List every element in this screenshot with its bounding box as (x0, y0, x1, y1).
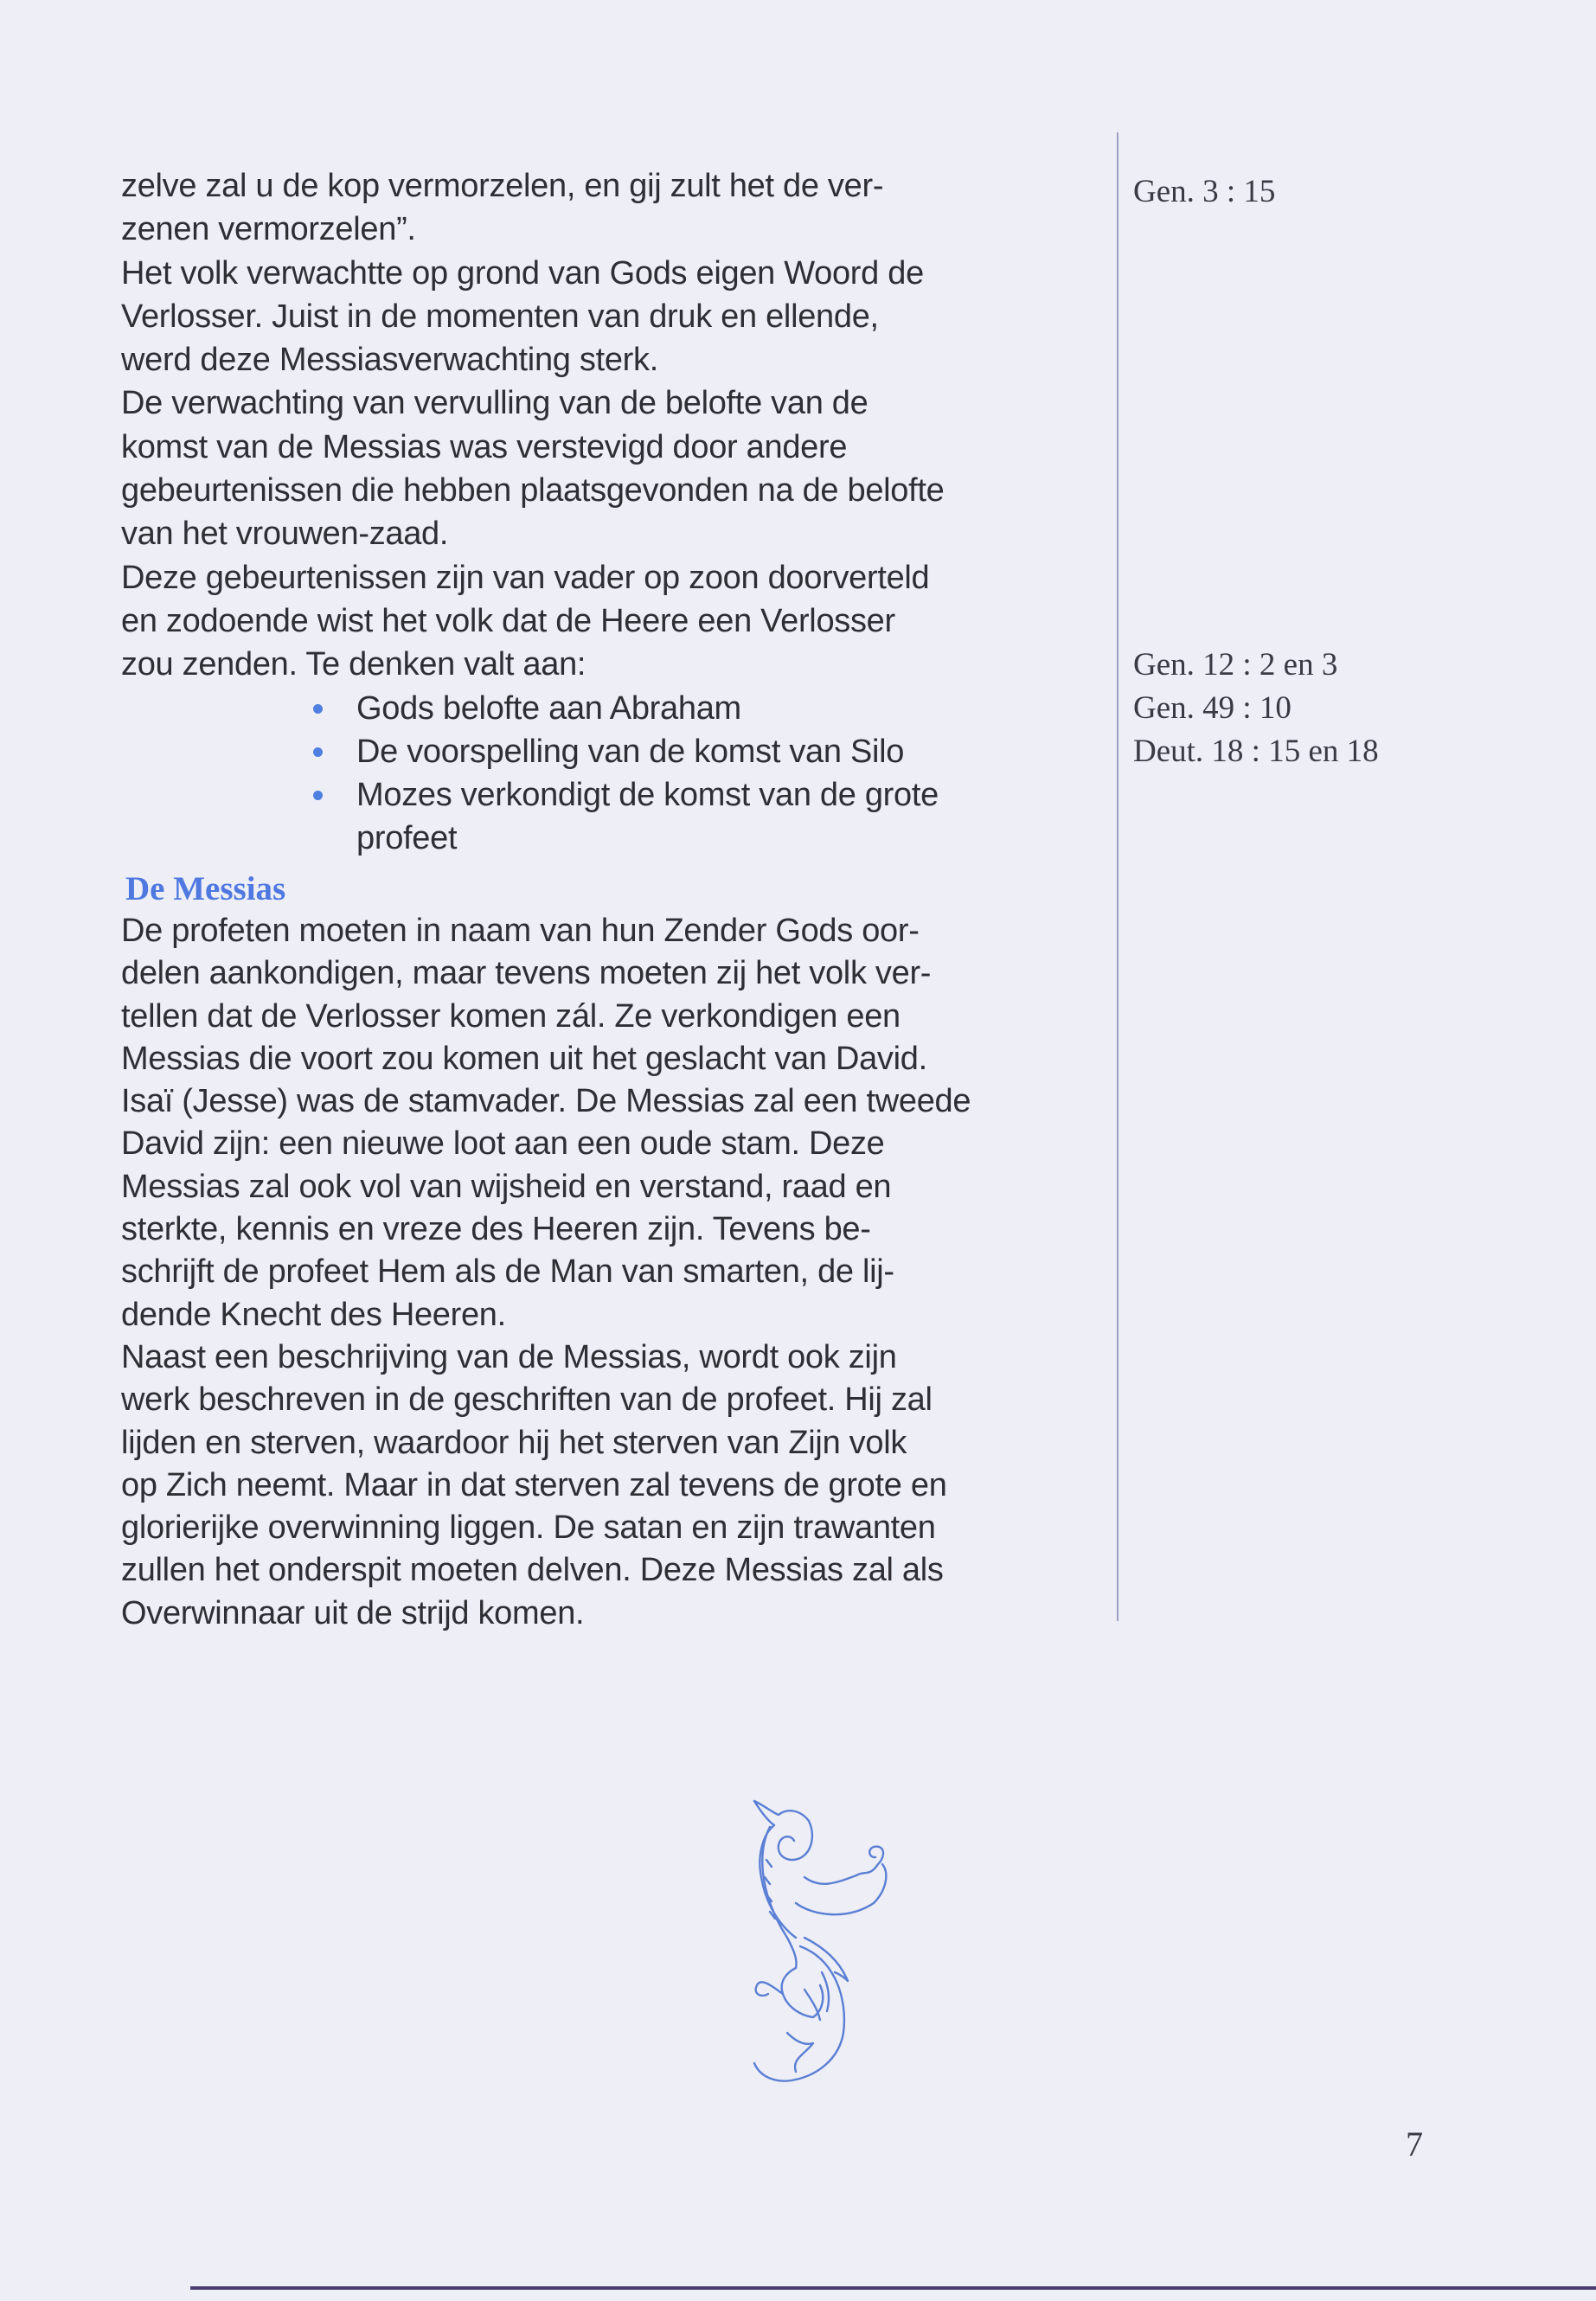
text-line: schrijft de profeet Hem als de Man van smarten, de lij- (121, 1253, 894, 1291)
text-line: Deze gebeurtenissen zijn van vader op zoon doorverteld (121, 559, 930, 596)
text-line: komst van de Messias was verstevigd door andere (121, 428, 848, 465)
bullet-item (121, 687, 1107, 730)
text-line: gebeurtenissen die hebben plaatsgevonden na de belofte (121, 472, 945, 510)
bullet-item (121, 773, 1107, 817)
text-line: lijden en sterven, waardoor hij het sterven van Zijn volk (121, 1424, 907, 1461)
text-line: zullen het onderspit moeten delven. Deze Messias zal als (121, 1552, 944, 1589)
margin-reference: Deut. 18 : 15 en 18 (1133, 734, 1379, 769)
text-line: Naast een beschrijving van de Messias, wordt ook zijn (121, 1338, 897, 1375)
text-line: dende Knecht des Heeren. (121, 1296, 506, 1333)
text-line: zou zenden. Te denken valt aan: (121, 646, 586, 683)
text-line: De profeten moeten in naam van hun Zender Gods oor- (121, 913, 920, 949)
bullet-text: De voorspelling van de komst van Silo (356, 733, 905, 770)
bullet-text: profeet (356, 820, 458, 857)
text-line: sterkte, kennis en vreze des Heeren zijn. Tevens be- (121, 1211, 871, 1248)
section-intro-text (121, 164, 1107, 861)
section-heading: De Messias (125, 870, 286, 907)
text-line: Isaï (Jesse) was de stamvader. De Messias zal een tweede (121, 1083, 971, 1120)
text-line: delen aankondigen, maar tevens moeten zij het volk ver- (121, 955, 932, 992)
text-line: werd deze Messiasverwachting sterk. (121, 342, 658, 379)
margin-divider (1117, 132, 1118, 1621)
text-line: Messias zal ook vol van wijsheid en verstand, raad en (121, 1168, 892, 1205)
text-line: Verlosser. Juist in de momenten van druk en ellende, (121, 298, 879, 335)
margin-reference: Gen. 49 : 10 (1133, 690, 1292, 726)
text-line: Messias die voort zou komen uit het geslacht van David. (121, 1040, 927, 1077)
margin-reference: Gen. 12 : 2 en 3 (1133, 647, 1338, 683)
bullet-dot-icon (313, 704, 323, 714)
text-line: zelve zal u de kop vermorzelen, en gij zult het de ver- (121, 168, 884, 204)
margin-reference: Gen. 3 : 15 (1133, 174, 1276, 209)
bullet-item (121, 730, 1107, 773)
text-line: David zijn: een nieuwe loot aan een oude stam. Deze (121, 1125, 885, 1163)
bullet-dot-icon (313, 791, 323, 800)
text-line: glorierijke overwinning liggen. De satan en zijn trawanten (121, 1509, 936, 1547)
text-line: werk beschreven in de geschriften van de profeet. Hij zal (121, 1381, 933, 1419)
text-line: Overwinnaar uit de strijd komen. (121, 1594, 585, 1631)
bullet-item-continuation (121, 817, 1107, 860)
text-line: tellen dat de Verlosser komen zál. Ze verkondigen een (121, 997, 901, 1035)
bullet-text: Mozes verkondigt de komst van de grote (356, 777, 939, 814)
text-line: De verwachting van vervulling van de belofte van de (121, 385, 869, 422)
page-number: 7 (1406, 2125, 1423, 2163)
bullet-text: Gods belofte aan Abraham (356, 689, 741, 727)
bullet-dot-icon (313, 747, 323, 757)
text-line: op Zich neemt. Maar in dat sterven zal tevens de grote en (121, 1466, 947, 1503)
page-bottom-rule (190, 2286, 1596, 2290)
section-messias-text (121, 910, 1107, 1635)
text-line: Het volk verwachtte op grond van Gods eigen Woord de (121, 254, 924, 292)
text-line: van het vrouwen-zaad. (121, 516, 449, 553)
text-line: en zodoende wist het volk dat de Heere een Verlosser (121, 602, 895, 639)
text-line: zenen vermorzelen”. (121, 211, 416, 248)
acanthus-ornament-icon (718, 1773, 926, 2102)
